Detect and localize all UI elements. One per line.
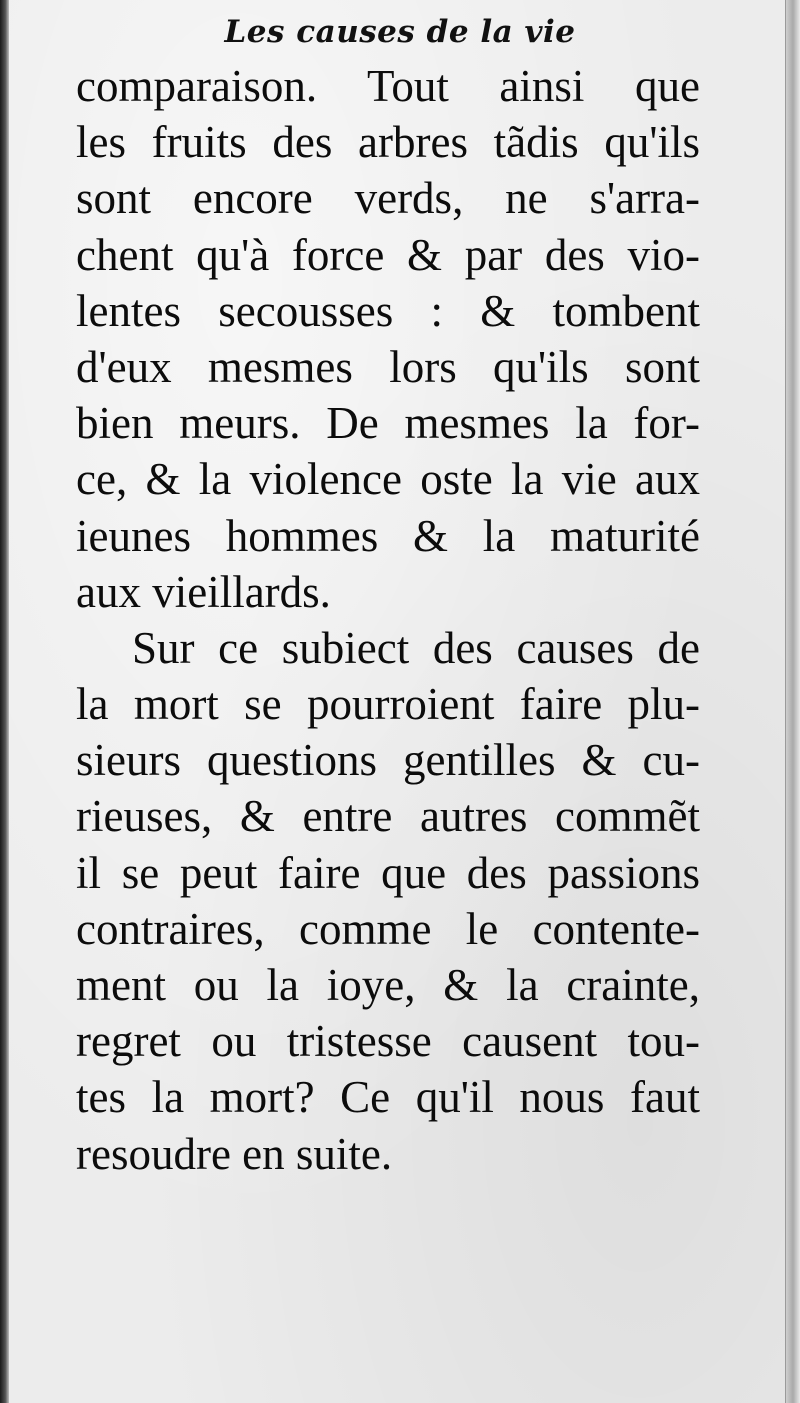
text-line: contraires, comme le contente- [76,903,700,954]
text-line: sieurs questions gentilles & cu- [76,735,700,786]
running-head: Les causes de la vie [224,14,576,50]
text-line: tes la mort? Ce qu'il nous faut [76,1072,700,1123]
text-line: regret ou tristesse causent tou- [76,1016,700,1067]
text-line: sont encore verds, ne s'arra- [76,173,700,224]
text-line: ce, & la violence oste la vie aux [76,454,700,505]
text-line: ment ou la ioye, & la crainte, [76,960,700,1010]
paragraph-2 [76,620,700,1182]
page-body [76,58,700,1182]
text-line: comparaison. Tout ainsi que [76,61,700,111]
text-line: les fruits des arbres tãdis qu'ils [76,117,700,168]
text-line: la mort se pourroient faire plu- [76,679,700,730]
text-line: Sur ce subiect des causes de [132,622,700,673]
text-line: d'eux mesmes lors qu'ils sont [76,341,700,392]
text-line: resoudre en suite. [76,1128,393,1179]
scan-left-edge [0,0,9,1403]
text-line: ieunes hommes & la maturité [76,510,700,561]
text-line: bien meurs. De mesmes la for- [76,398,700,449]
text-line: lentes secousses : & tombent [76,285,700,336]
text-line: chent qu'à force & par des vio- [76,229,700,280]
text-line: il se peut faire que des passions [76,847,700,898]
text-line: rieuses, & entre autres commẽt [76,791,700,842]
text-line: aux vieillards. [76,566,331,617]
paragraph-1 [76,58,700,620]
scan-right-edge [785,0,800,1403]
